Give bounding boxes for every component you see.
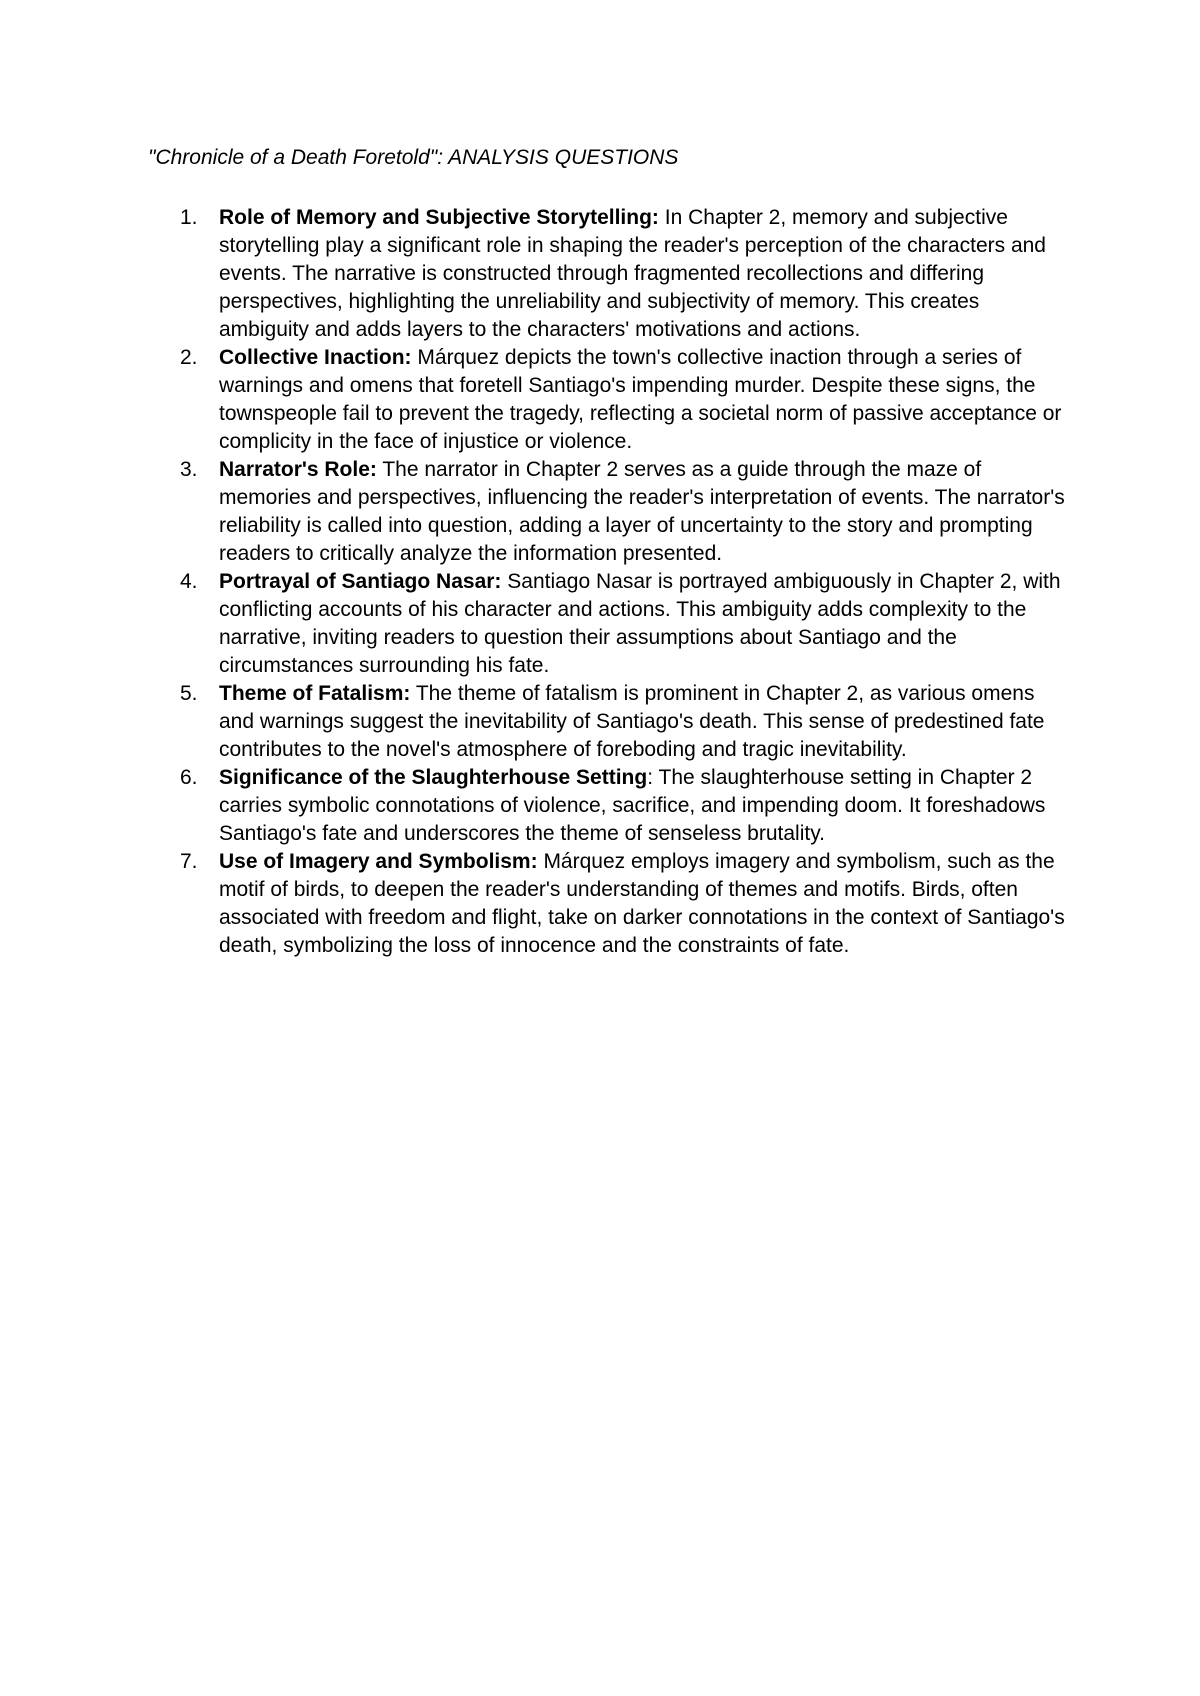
question-number: 2.: [180, 346, 198, 369]
question-heading: Theme of Fatalism:: [219, 682, 411, 705]
question-item: [0, 344, 1069, 456]
question-heading: Use of Imagery and Symbolism:: [219, 850, 538, 873]
question-number: 5.: [180, 682, 198, 705]
question-number: 7.: [180, 850, 198, 873]
question-item: [0, 680, 1069, 764]
question-number: 6.: [180, 766, 198, 789]
question-body: The narrator in Chapter 2 serves as a guide through the maze of memories and perspectives, influencing the reader's interpretation of events. The narrator's reliability is called into question, adding a layer of uncertainty to the story and prompting readers to critically analyze the information presented.: [219, 458, 1065, 565]
question-heading: Collective Inaction:: [219, 346, 412, 369]
question-item: [0, 848, 1069, 960]
question-number: 1.: [180, 206, 198, 229]
question-item: [0, 456, 1069, 568]
analysis-question-list: [0, 204, 1200, 960]
question-number: 3.: [180, 458, 198, 481]
question-body: The theme of fatalism is prominent in Chapter 2, as various omens and warnings suggest the inevitability of Santiago's death. This sense of predestined fate contributes to the novel's atmosphere of foreboding and tragic inevitability.: [219, 682, 1045, 761]
question-heading: Portrayal of Santiago Nasar:: [219, 570, 502, 593]
question-item: [0, 204, 1069, 344]
question-item: [0, 764, 1069, 848]
question-body: Márquez employs imagery and symbolism, such as the motif of birds, to deepen the reader's understanding of themes and motifs. Birds, often associated with freedom and flight, take on darker connotations in the context of Santiago's death, symbolizing the loss of innocence and the constraints of fate.: [219, 850, 1065, 957]
question-number: 4.: [180, 570, 198, 593]
question-item: [0, 568, 1069, 680]
question-heading: Narrator's Role:: [219, 458, 377, 481]
question-body: The slaughterhouse setting in Chapter 2 carries symbolic connotations of violence, sacrifice, and impending doom. It foreshadows Santiago's fate and underscores the theme of senseless brutality.: [219, 766, 1046, 845]
question-body: Márquez depicts the town's collective inaction through a series of warnings and omens that foretell Santiago's impending murder. Despite these signs, the townspeople fail to prevent the tragedy, reflecting a societal norm of passive acceptance or complicity in the face of injustice or violence.: [219, 346, 1062, 453]
question-body: In Chapter 2, memory and subjective storytelling play a significant role in shaping the reader's perception of the characters and events. The narrative is constructed through fragmented recollections and differing perspectives, highlighting the unreliability and subjectivity of memory. This creates ambiguity and adds layers to the characters' motivations and actions.: [219, 206, 1046, 341]
question-body: Santiago Nasar is portrayed ambiguously in Chapter 2, with conflicting accounts of his character and actions. This ambiguity adds complexity to the narrative, inviting readers to question their assumptions about Santiago and the circumstances surrounding his fate.: [219, 570, 1061, 677]
question-heading: Significance of the Slaughterhouse Setting: [219, 766, 648, 789]
question-heading: Role of Memory and Subjective Storytelling:: [219, 206, 659, 229]
question-separator: :: [647, 766, 659, 789]
document-title: "Chronicle of a Death Foretold": ANALYSIS QUESTIONS: [148, 146, 679, 169]
